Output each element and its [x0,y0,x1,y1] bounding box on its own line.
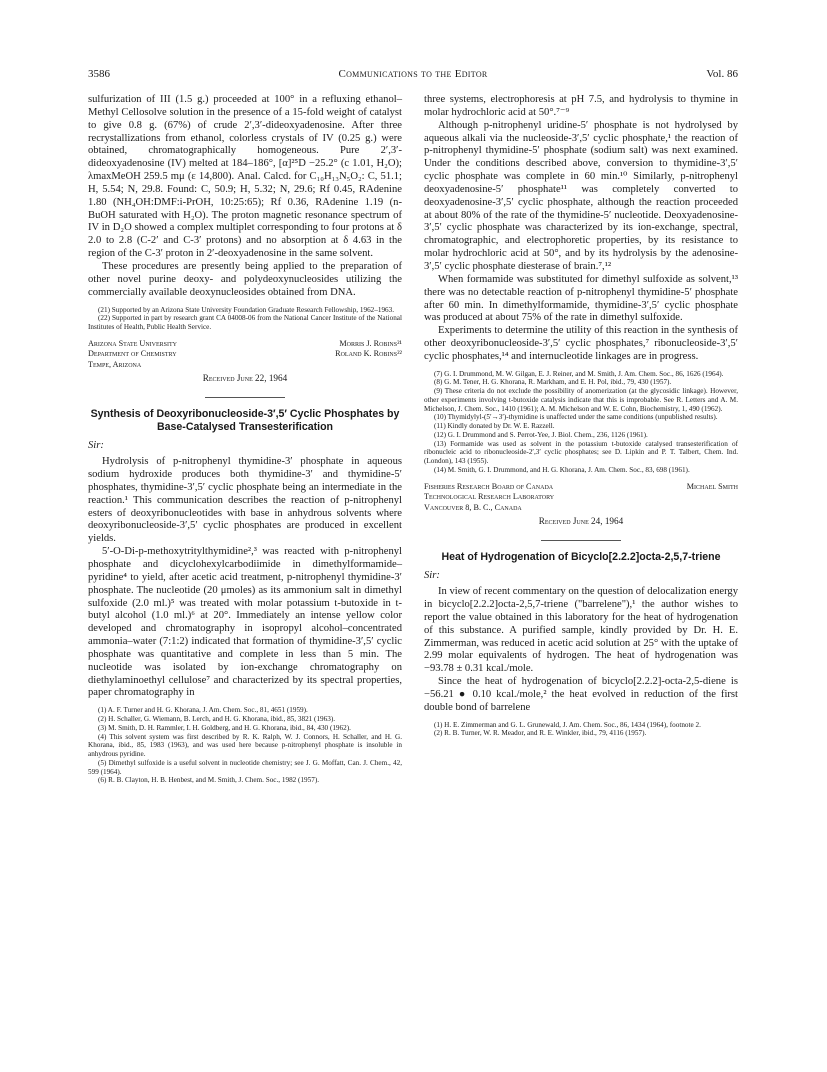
footnote: (14) M. Smith, G. I. Drummond, and H. G. Khorana, J. Am. Chem. Soc., 83, 698 (1961). [434,465,690,474]
article3-paragraph-2: Since the heat of hydrogenation of bicyclo[2.2.2]-octa-2,5-diene is −56.21 ● 0.10 kcal./mole,² the heat evolved in reduction of the first double bond of barrelene [424,676,738,713]
article3-paragraph-1: In view of recent commentary on the question of delocalization energy in bicyclo[2.2.2]octa-2,5,7-triene ("barrelene"),¹ the author wishes to report the value obtained in this laboratory for the heat of hydrogenation of this substance. A purified sample, kindly provided by Dr. H. E. Zimmerman, was reduced in acetic acid solution at 25° with the uptake of 2.99 molar equivalents of hydrogen. The heat of hydrogenation was −93.78 ± 0.31 kcal./mole. [424,586,738,675]
continued-paragraph: sulfurization of III (1.5 g.) proceeded at 100° in a refluxing ethanol–Methyl Cellosolve solution in the presence of a 15-fold weight of catalyst to give 0.8 g. (67%) of crude 2′,3′-dideoxyadenosine. After three recrystallizations from ethanol, colorless crystals of IV (0.25 g.) were obtained, chromatographically homogeneous. Pure 2′,3′-dideoxyadenosine (IV) melted at 184–186°, [α]²⁵D −25.2° (c 1.01, H₂O); λmaxMeOH 259.5 mμ (ε 14,800). Anal. Calcd. for C₁₀H₁₃N₅O₂: C, 51.1; H, 5.54; N, 29.8. Found: C, 50.9; H, 5.32; N, 29.6; Rf 0.45, RAdenine 1.80 (NH₄OH:DMF:i-PrOH, 10:25:65); Rf 0.36, RAdenine 1.19 (n-BuOH saturated with H₂O). The proton magnetic resonance spectrum of IV in D₂O showed a complex multiplet corresponding to four protons at δ 2.0 to 2.8 (C-2′ and C-3′ protons) and no absorption at δ 4.63 in the region of the C-3′ proton in 2′-deoxyadenosine in the same solvent. [88,94,402,260]
closing-paragraph: These procedures are presently being applied to the preparation of other novel purine deoxy- and polydeoxynucleosides utilizing the commercially available deoxynucleosides obtained from DNA. [88,260,402,298]
article2-paragraph-2: 5′-O-Di-p-methoxytritylthymidine²,³ was reacted with p-nitrophenyl phosphate and dicyclohexylcarbodiimide in dimethylformamide–pyridine⁴ to yield, after acetic acid treatment, p-nitrophenyl thymidine-3′ phosphate. The nucleotide (20 μmoles) as its ammonium salt in dimethyl sulfoxide (2.0 ml.)⁵ was treated with molar potassium t-butoxide in t-butyl alcohol (1.0 ml.)⁶ at 20°. Immediately an intense yellow color developed and chromatography in isopropyl alcohol–concentrated ammonia–water (7:1:2) indicated that formation of thymidine-3′,5′ cyclic phosphate was quantitative and complete in less than 5 min. The nucleotide was isolated by ion-exchange chromatography on diethylaminoethyl cellulose⁷ and characterized by its spectral properties, paper chromatography in [88,546,402,699]
footnotes-article1 [88,306,402,332]
article2-paragraph-3: Although p-nitrophenyl uridine-5′ phosphate is not hydrolysed by aqueous alkali via the nucleoside-3′,5′ cyclic phosphate,¹ the reaction of p-nitrophenyl thymidine-5′ phosphate (sodium salt) was next examined. Under the conditions described above, conversion to thymidine-3′,5′ cyclic phosphate was complete in 60 min.¹⁰ Similarly, p-nitrophenyl deoxyadenosine-5′ phosphate¹¹ was completely converted to deoxyadenosine-3′,5′ cyclic phosphate, although the reaction proceeded at about 80% of the rate of the thymidine-5′ nucleotide. Deoxyadenosine-3′,5′ cyclic phosphate was characterized by its ion-exchange, spectral, chromatographic, and electrophoretic properties, by its resistance to molar hydrochloric acid at 50°, and by its hydrolysis by the adenosine-3′,5′ cyclic phosphate diesterase of brain.⁷,¹² [424,119,738,272]
article2-paragraph-5: Experiments to determine the utility of this reaction in the synthesis of other deoxyribonucleoside-3′,5′ cyclic phosphates,⁷ ribonucleoside-3′,5′ cyclic phosphates,¹⁴ and internucleotide linkages are in progress. [424,325,738,362]
footnote: (2) R. B. Turner, W. R. Meador, and R. E. Winkler, ibid., 79, 4116 (1957). [434,729,647,738]
article2-paragraph-1: Hydrolysis of p-nitrophenyl thymidine-3′ phosphate in aqueous sodium hydroxide produces both thymidine-3′ and thymidine-5′ phosphates, thymidine-3′,5′ cyclic phosphate being an intermediate in the reaction.¹ This communication describes the reaction of p-nitrophenyl esters of deoxyribonucleotides with base in anhydrous solvents where deoxyribonucleoside-3′,5′ cyclic phosphates are produced in excellent yields. [88,456,402,545]
affiliation-department: Department of Chemistry [88,349,177,359]
author-affiliation-2 [424,482,738,514]
footnotes-article3 [424,721,738,739]
footnote: (7) G. I. Drummond, M. W. Gilgan, E. J. Reiner, and M. Smith, J. Am. Chem. Soc., 86, 1626 (1964). [434,369,724,378]
footnotes-article2-left [88,706,402,785]
left-column [88,94,402,785]
footnote: (1) H. E. Zimmerman and G. L. Grunewald, J. Am. Chem. Soc., 86, 1434 (1964), footnote 2. [434,720,701,729]
footnote: (5) Dimethyl sulfoxide is a useful solvent in nucleotide chemistry; see J. G. Moffatt, Can. J. Chem., 42, 599 (1964). [88,758,402,776]
affiliation-city: Tempe, Arizona [88,359,142,369]
footnote: (12) G. I. Drummond and S. Perrot-Yee, J. Biol. Chem., 236, 1126 (1961). [434,430,648,439]
affiliation-board: Fisheries Research Board of Canada [424,481,554,491]
footnotes-article2-right [424,370,738,475]
footnote: (13) Formamide was used as solvent in the potassium t-butoxide catalysed transesterification of ribonucleic acid to ribonucleoside-2′,3′ cyclic phosphates; see D. Lipkin and P. T. Talbert, Chem. Ind. (London), 143 (1955). [424,439,738,466]
volume-label: Vol. 86 [706,68,738,80]
right-column [424,94,738,738]
footnote: (1) A. F. Turner and H. G. Khorana, J. Am. Chem. Soc., 81, 4651 (1959). [98,706,308,715]
article2-paragraph-4: When formamide was substituted for dimethyl sulfoxide as solvent,¹³ there was no detectable reaction of p-nitrophenyl thymidine-5′ phosphate after 60 min. In dimethylformamide, thymidine-3′,5′ cyclic phosphate was produced at about 75% of the rate in dimethyl sulfoxide. [424,273,738,324]
author-affiliation-1 [88,339,402,371]
footnote-21: (21) Supported by an Arizona State University Foundation Graduate Research Fellowship, 1962–1963. [98,305,395,314]
affiliation-city: Vancouver 8, B. C., Canada [424,502,522,512]
author-roland-robins: Roland K. Robins²² [335,349,402,359]
author-michael-smith: Michael Smith [686,481,738,491]
footnote: (9) These criteria do not exclude the possibility of anomerization (at the glycosidic linkage). However, other experiments involving t-butoxide catalysis indicate that this is improbable. See R. Letters and A. M. Michelson, J. Chem. Soc., 1410 (1961); A. M. Michelson and W. E. Cohn, Biochemistry, 1, 490 (1962). [424,387,738,413]
salutation: Sir: [424,570,440,582]
affiliation-university: Arizona State University [88,338,177,348]
running-header [88,68,738,84]
footnote-22: (22) Supported in part by research grant CA 04008-06 from the National Cancer Institute of the National Institutes of Health, Public Health Service. [88,314,402,331]
author-morris-robins: Morris J. Robins²¹ [339,338,402,348]
footnote: (2) H. Schaller, G. Wiemann, B. Lerch, and H. G. Khorana, ibid., 85, 3821 (1963). [98,715,336,724]
article-title-transesterification: Synthesis of Deoxyribonucleoside-3′,5′ Cyclic Phosphates by Base-Catalysed Transesterification [90,408,400,434]
journal-section-title: Communications to the Editor [338,68,488,80]
section-divider [205,397,285,398]
article-title-heat-of-hydrogenation: Heat of Hydrogenation of Bicyclo[2.2.2]octa-2,5,7-triene [441,551,721,564]
page-number: 3586 [88,68,110,80]
footnote: (11) Kindly donated by Dr. W. E. Razzell. [434,422,555,431]
footnote: (10) Thymidylyl-(5′→3′)-thymidine is unaffected under the same conditions (unpublished results). [434,413,718,422]
footnote: (4) This solvent system was first described by R. K. Ralph, W. J. Connors, H. Schaller, and H. G. Khorana, ibid., 85, 1983 (1963), and was used here because p-nitrophenyl phosphate is insoluble in anhydrous pyridine. [88,732,402,759]
footnote: (3) M. Smith, D. H. Rammler, I. H. Goldberg, and H. G. Khorana, ibid., 84, 430 (1962). [98,723,351,732]
continued-paragraph: three systems, electrophoresis at pH 7.5, and hydrolysis to thymine in molar hydrochloric acid at 50°.⁷⁻⁹ [424,94,738,118]
received-date-2: Received June 24, 1964 [538,516,624,527]
received-date-1: Received June 22, 1964 [202,373,288,384]
salutation: Sir: [88,440,104,452]
section-divider [541,540,621,541]
footnote: (8) G. M. Tener, H. G. Khorana, R. Markham, and E. H. Pol, ibid., 79, 430 (1957). [434,378,672,387]
affiliation-laboratory: Technological Research Laboratory [424,492,555,502]
footnote: (6) R. B. Clayton, H. B. Henbest, and M. Smith, J. Chem. Soc., 1982 (1957). [98,776,320,785]
